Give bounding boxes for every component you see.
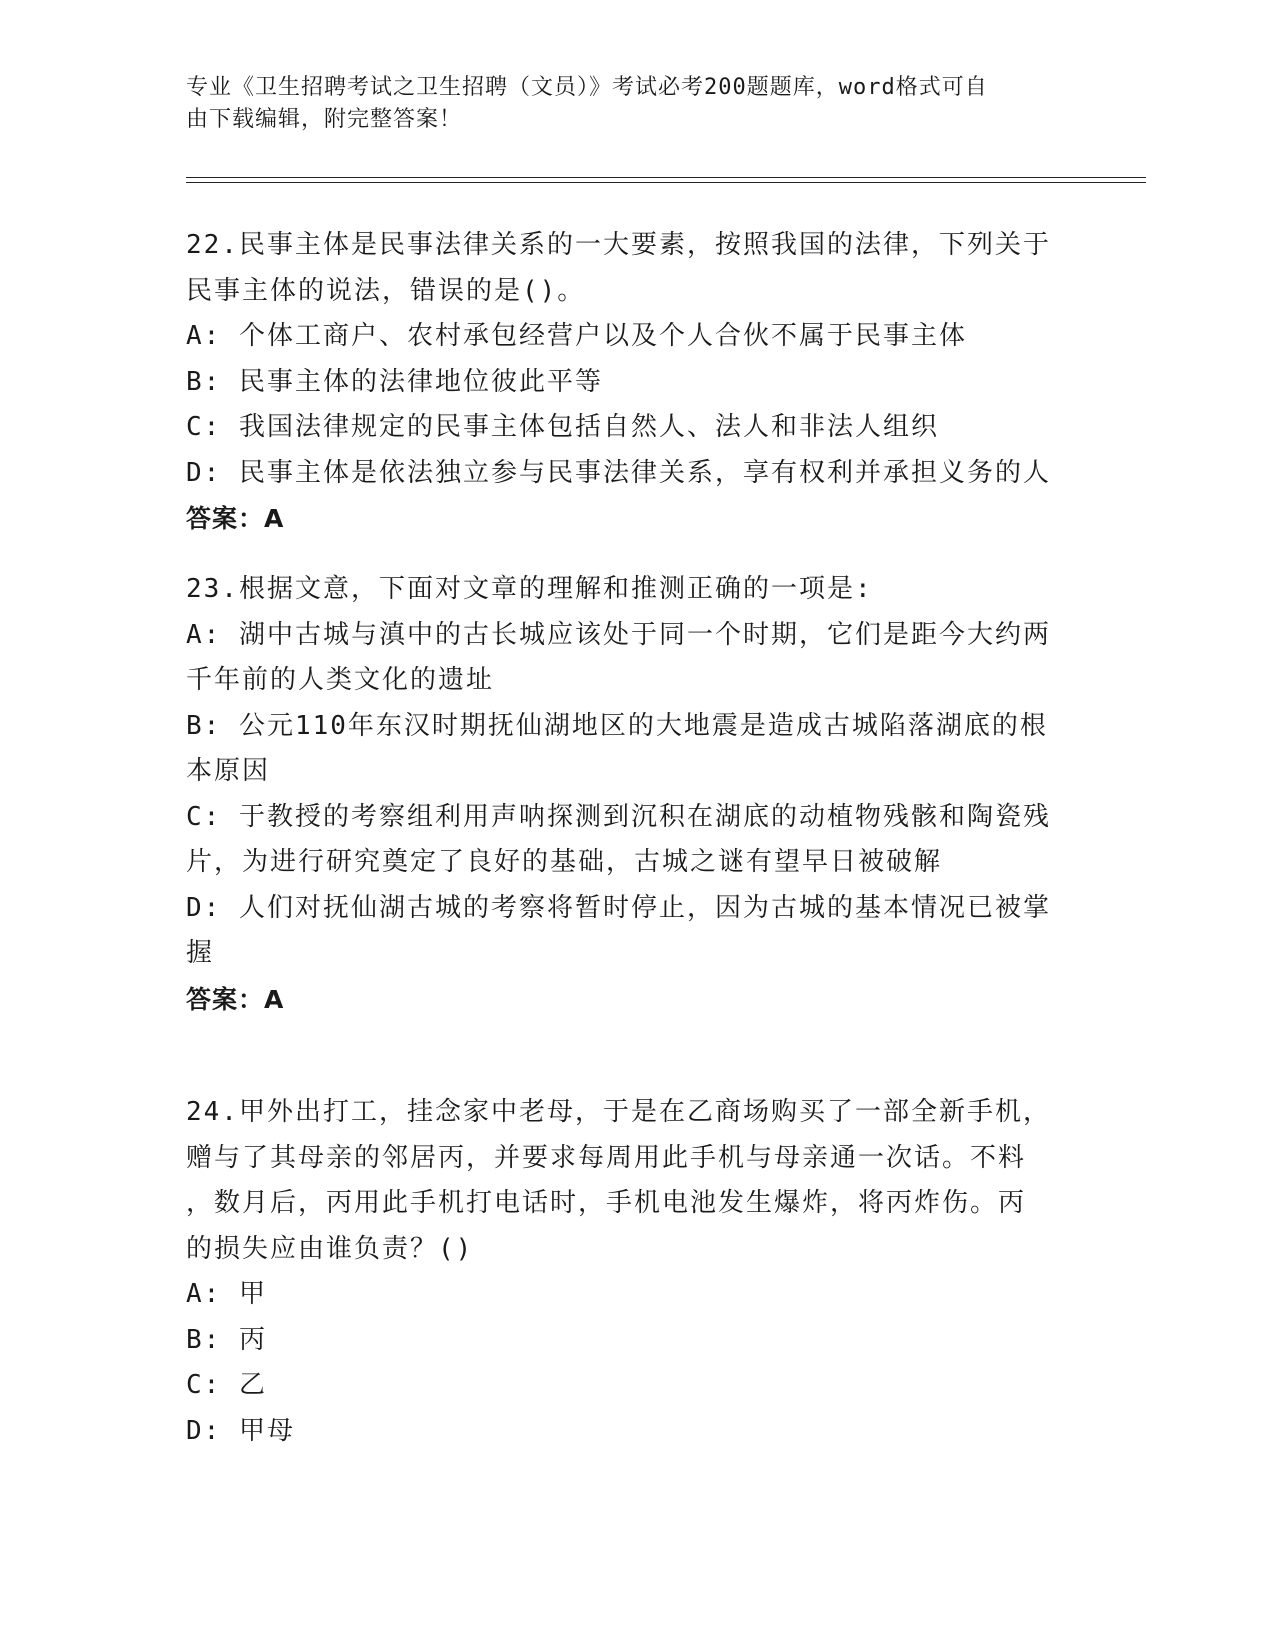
header-line: 由下载编辑，附完整答案！: [186, 107, 463, 132]
option-b: B: 丙: [186, 1324, 267, 1355]
option-a: A: 个体工商户、农村承包经营户以及个人合伙不属于民事主体: [186, 321, 967, 351]
option-d: D: 民事主体是依法独立参与民事法律关系，享有权利并承担义务的人: [186, 457, 1051, 488]
option-a: A: 湖中古城与滇中的古长城应该处于同一个时期，它们是距今大约两: [186, 619, 1051, 650]
question-stem-line: 民事主体的说法，错误的是()。: [186, 275, 586, 306]
option-a-continued: 千年前的人类文化的遗址: [186, 665, 495, 695]
option-b: B: 公元110年东汉时期抚仙湖地区的大地震是造成古城陷落湖底的根: [186, 710, 1048, 741]
option-c: C: 我国法律规定的民事主体包括自然人、法人和非法人组织: [186, 412, 939, 442]
option-d: D: 人们对抚仙湖古城的考察将暂时停止，因为古城的基本情况已被掌: [186, 892, 1051, 923]
option-d: D: 甲母: [186, 1415, 295, 1446]
option-c-continued: 片，为进行研究奠定了良好的基础，古城之谜有望早日被破解: [186, 847, 943, 877]
answer-label: 答案：A: [186, 984, 285, 1014]
option-b-continued: 本原因: [186, 756, 271, 786]
question-22: [186, 223, 1066, 542]
header-line: 专业《卫生招聘考试之卫生招聘（文员）》考试必考200题题库，word格式可自: [186, 75, 988, 100]
question-stem-line: ，数月后，丙用此手机打电话时，手机电池发生爆炸，将丙炸伤。丙: [186, 1188, 1027, 1218]
option-d-continued: 握: [186, 938, 215, 968]
question-stem-line: 22.民事主体是民事法律关系的一大要素，按照我国的法律，下列关于: [186, 230, 1051, 260]
document-header: [186, 72, 1066, 136]
header-divider: [186, 177, 1146, 183]
question-stem-line: 23.根据文意，下面对文章的理解和推测正确的一项是:: [186, 574, 873, 604]
option-a: A: 甲: [186, 1279, 267, 1309]
answer-label: 答案：A: [186, 504, 285, 533]
question-23: [186, 567, 1066, 1022]
question-24: [186, 1090, 1066, 1454]
question-stem-line: 24.甲外出打工，挂念家中老母，于是在乙商场购买了一部全新手机，: [186, 1097, 1051, 1127]
option-b: B: 民事主体的法律地位彼此平等: [186, 366, 603, 397]
option-c: C: 于教授的考察组利用声呐探测到沉积在湖底的动植物残骸和陶瓷残: [186, 801, 1051, 832]
option-c: C: 乙: [186, 1370, 267, 1400]
question-stem-line: 赠与了其母亲的邻居丙，并要求每周用此手机与母亲通一次话。不料: [186, 1142, 1027, 1173]
question-stem-line: 的损失应由谁负责？(): [186, 1233, 474, 1264]
